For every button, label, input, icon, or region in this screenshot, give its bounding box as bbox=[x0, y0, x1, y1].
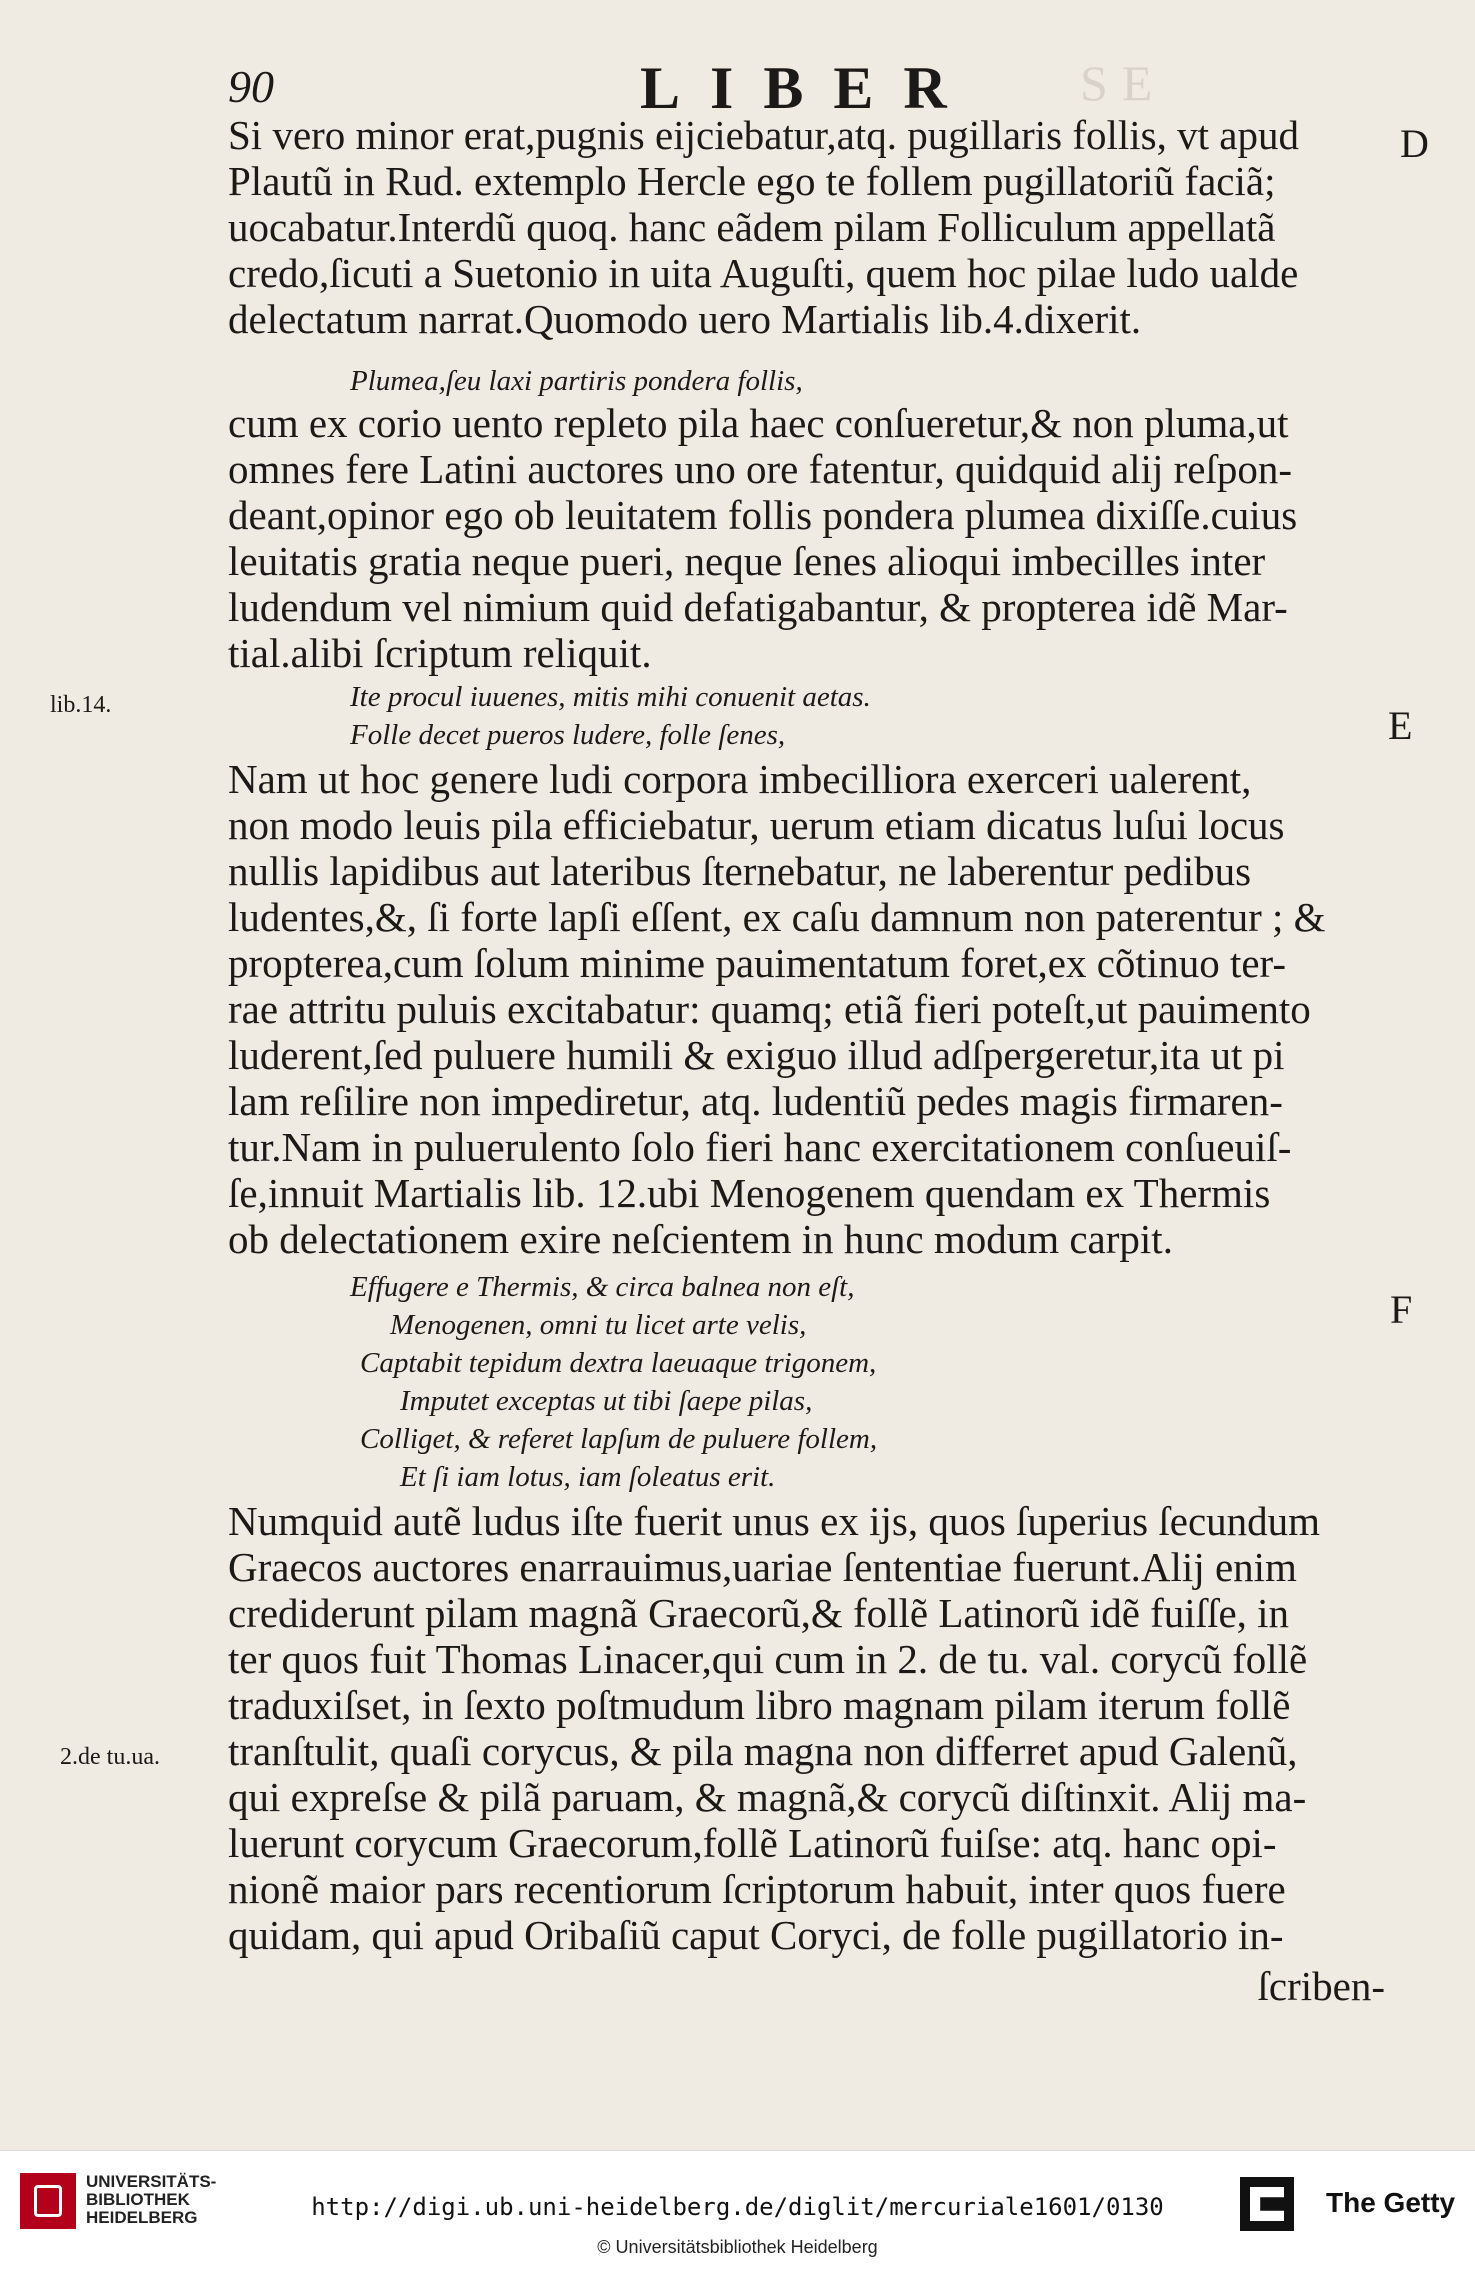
text-line: credo,ſicuti a Suetonio in uita Auguſti, quem hoc pilae ludo ualde bbox=[228, 250, 1299, 296]
verse-line: Ite procul iuuenes, mitis mihi conuenit aetas. bbox=[350, 681, 871, 713]
text-line: Plautũ in Rud. extemplo Hercle ego te follem pugillatoriũ faciã; bbox=[228, 158, 1276, 204]
text-line: Si vero minor erat,pugnis eijciebatur,atq. pugillaris follis, vt apud bbox=[228, 112, 1299, 158]
text-line: Numquid autẽ ludus iſte fuerit unus ex ijs, quos ſuperius ſecundum bbox=[228, 1498, 1321, 1544]
margin-section-letter: F bbox=[1390, 1287, 1413, 1332]
viewer-footer bbox=[0, 2150, 1475, 2272]
verse-line: Effugere e Thermis, & circa balnea non eſt, bbox=[350, 1271, 855, 1303]
catchword: ſcriben- bbox=[1257, 1963, 1385, 2009]
text-line: tial.alibi ſcriptum reliquit. bbox=[228, 630, 652, 676]
text-line: luerunt corycum Graecorum,follẽ Latinorũ fuiſse: atq. hanc opi- bbox=[228, 1820, 1277, 1866]
verse-line: Menogenen, omni tu licet arte velis, bbox=[390, 1309, 807, 1341]
getty-name: The Getty bbox=[1326, 2187, 1456, 2218]
margin-note: lib.14. bbox=[50, 692, 112, 718]
text-line: non modo leuis pila efficiebatur, uerum etiam dicatus luſui locus bbox=[228, 802, 1285, 848]
running-head: LIBER bbox=[640, 55, 977, 121]
text-line: ludentes,&, ſi forte lapſi eſſent, ex caſu damnum non paterentur ; & bbox=[228, 894, 1326, 940]
text-line: traduxiſset, in ſexto poſtmudum libro magnam pilam iterum follẽ bbox=[228, 1682, 1291, 1728]
library-name-line: HEIDELBERG bbox=[86, 2208, 198, 2227]
text-line: tur.Nam in puluerulento ſolo fieri hanc exercitationem conſueuiſ- bbox=[228, 1124, 1292, 1170]
library-name-line: BIBLIOTHEK bbox=[86, 2190, 190, 2209]
text-line: delectatum narrat.Quomodo uero Martialis lib.4.dixerit. bbox=[228, 296, 1142, 342]
text-line: uocabatur.Interdũ quoq. hanc eãdem pilam Folliculum appellatã bbox=[228, 204, 1276, 250]
text-line: Nam ut hoc genere ludi corpora imbecilliora exerceri ualerent, bbox=[228, 756, 1252, 802]
text-line: ter quos fuit Thomas Linacer,qui cum in 2. de tu. val. corycũ follẽ bbox=[228, 1636, 1308, 1682]
text-line: ob delectationem exire neſcientem in hunc modum carpit. bbox=[228, 1216, 1173, 1262]
text-line: quidam, qui apud Oribaſiũ caput Coryci, de folle pugillatorio in- bbox=[228, 1912, 1284, 1958]
margin-note: 2.de tu.ua. bbox=[60, 1744, 160, 1770]
library-name-line: UNIVERSITÄTS- bbox=[86, 2172, 217, 2191]
text-line: propterea,cum ſolum minime pauimentatum foret,ex cõtinuo ter- bbox=[228, 940, 1287, 986]
text-line: ſe,innuit Martialis lib. 12.ubi Menogenem quendam ex Thermis bbox=[228, 1170, 1271, 1216]
verse-line: Et ſi iam lotus, iam ſoleatus erit. bbox=[400, 1461, 776, 1493]
margin-section-letter: E bbox=[1388, 703, 1413, 748]
text-line: deant,opinor ego ob leuitatem follis pondera plumea dixiſſe.cuius bbox=[228, 492, 1298, 538]
text-line: ludendum vel nimium quid defatigabantur, & propterea idẽ Mar- bbox=[228, 584, 1288, 630]
text-line: omnes fere Latini auctores uno ore fatentur, quidquid alij reſpon- bbox=[228, 446, 1292, 492]
verse-line: Captabit tepidum dextra laeuaque trigonem, bbox=[360, 1347, 877, 1379]
text-line: qui expreſse & pilã paruam, & magnã,& corycũ diſtinxit. Alij ma- bbox=[228, 1774, 1307, 1820]
verse-line: Plumea,ſeu laxi partiris pondera follis, bbox=[350, 365, 803, 397]
getty-logo-icon bbox=[1240, 2177, 1294, 2231]
verse-line: Imputet exceptas ut tibi ſaepe pilas, bbox=[400, 1385, 813, 1417]
text-line: lam reſilire non impediretur, atq. ludentiũ pedes magis firmaren- bbox=[228, 1078, 1283, 1124]
page-number: 90 bbox=[228, 61, 274, 112]
text-line: Graecos auctores enarrauimus,uariae ſententiae fuerunt.Alij enim bbox=[228, 1544, 1297, 1590]
show-through-heading: SE bbox=[1080, 55, 1167, 111]
text-line: leuitatis gratia neque pueri, neque ſenes alioqui imbecilles inter bbox=[228, 538, 1266, 584]
text-line: crediderunt pilam magnã Graecorũ,& follẽ Latinorũ idẽ fuiſſe, in bbox=[228, 1590, 1290, 1636]
text-line: nionẽ maior pars recentiorum ſcriptorum habuit, inter quos fuere bbox=[228, 1866, 1286, 1912]
text-line: nullis lapidibus aut lateribus ſternebatur, ne laberentur pedibus bbox=[228, 848, 1252, 894]
verse-line: Colliget, & referet lapſum de puluere follem, bbox=[360, 1423, 878, 1455]
text-line: luderent,ſed puluere humili & exiguo illud adſpergeretur,ita ut pi bbox=[228, 1032, 1285, 1078]
margin-section-letter: D bbox=[1400, 121, 1429, 166]
text-line: tranſtulit, quaſi corycus, & pila magna non differret apud Galenũ, bbox=[228, 1728, 1298, 1774]
copyright-notice: © Universitätsbibliothek Heidelberg bbox=[597, 2237, 878, 2257]
page-header bbox=[0, 55, 1475, 121]
verse-line: Folle decet pueros ludere, folle ſenes, bbox=[350, 719, 786, 751]
text-line: rae attritu puluis excitabatur: quamq; etiã fieri poteſt,ut pauimento bbox=[228, 986, 1311, 1032]
text-line: cum ex corio uento repleto pila haec conſueretur,& non pluma,ut bbox=[228, 400, 1289, 446]
permalink-url[interactable]: http://digi.ub.uni-heidelberg.de/diglit/mercuriale1601/0130 bbox=[311, 2193, 1164, 2221]
